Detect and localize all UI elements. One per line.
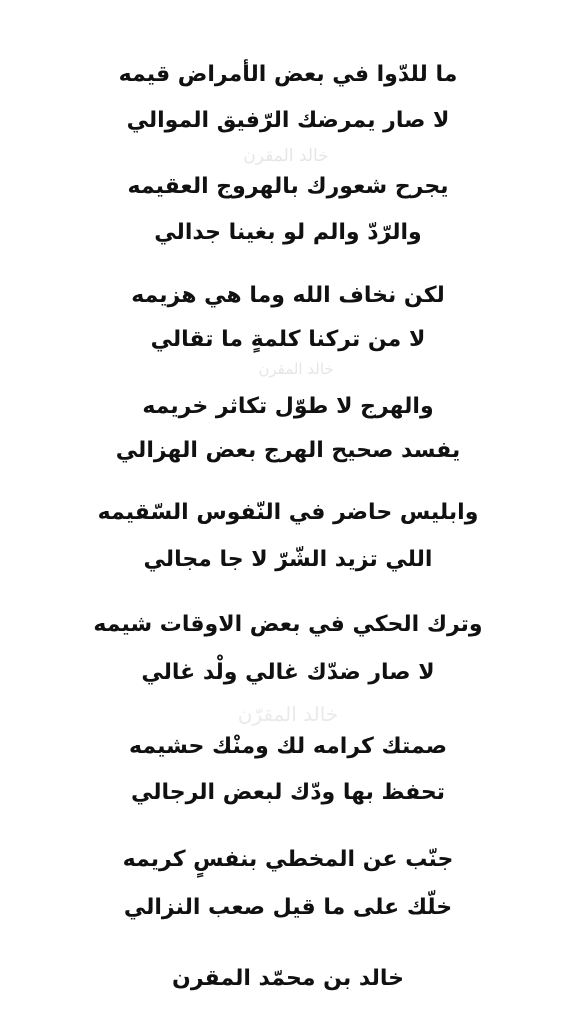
poem-line: جنّب عن المخطي بنفسٍ كريمه	[122, 847, 454, 872]
poet-signature: خالد بن محمّد المقرن	[172, 966, 404, 991]
poem-line: والرّدّ والم لو بغينا جدالي	[154, 220, 422, 245]
poem-line: اللي تزيد الشّرّ لا جا مجالي	[143, 547, 433, 572]
watermark: خالد المقرن	[258, 360, 334, 378]
poem-line: وترك الحكي في بعض الاوقات شيمه	[93, 612, 483, 637]
poem-line: لا من تركنا كلمةٍ ما تقالي	[150, 327, 426, 352]
poem-line: صمتك كرامه لك ومنْك حشيمه	[129, 734, 447, 759]
poem-line: ما للدّوا في بعض الأمراض قيمه	[118, 62, 458, 87]
poem-line: وابليس حاضر في النّفوس السّقيمه	[97, 500, 479, 525]
watermark: خالد المقرّن	[237, 702, 339, 726]
poem-line: خلّك على ما قيل صعب النزالي	[123, 895, 453, 920]
poem-line: يفسد صحيح الهرج بعض الهزالي	[115, 438, 461, 463]
poem-line: لا صار ضدّك غالي ولْد غالي	[141, 660, 435, 685]
poem-line: لكن نخاف الله وما هي هزيمه	[131, 283, 445, 308]
poem-line: والهرج لا طوّل تكاثر خريمه	[142, 394, 434, 419]
poem-line: لا صار يمرضك الرّفيق الموالي	[126, 108, 450, 133]
poem-line: يجرح شعورك بالهروج العقيمه	[127, 174, 449, 199]
poem-line: تحفظ بها ودّك لبعض الرجالي	[130, 780, 446, 805]
watermark: خالد المقرن	[243, 146, 329, 166]
